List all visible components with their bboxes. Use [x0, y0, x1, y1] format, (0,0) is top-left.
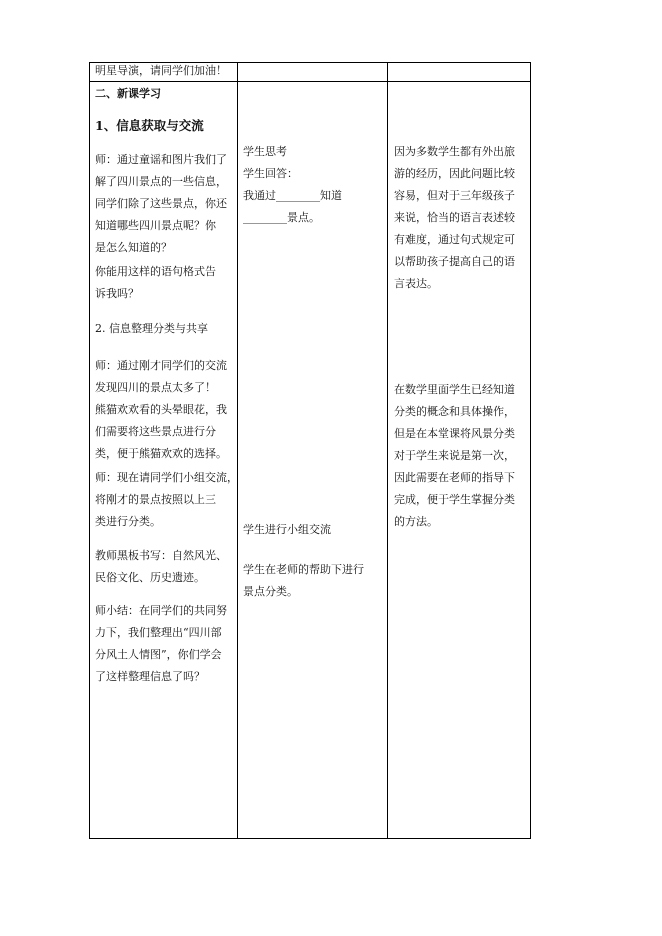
col1-paragraph-3 — [95, 318, 235, 340]
text-line: 你能用这样的语句格式告 — [95, 265, 216, 278]
col1-paragraph-4 — [95, 355, 235, 465]
text-line: 诉我吗？ — [95, 287, 139, 300]
lesson-table — [89, 62, 531, 839]
text-line: 师小结：在同学们的共同努 — [95, 604, 227, 617]
section-heading: 二、新课学习 — [95, 87, 161, 100]
section-subheading: 1、信息获取与交流 — [95, 118, 204, 133]
text-line: 了这样整理信息了吗？ — [95, 670, 205, 683]
text-line: 2. 信息整理分类与共享 — [95, 322, 208, 335]
text-line: 民俗文化、历史遗迹。 — [95, 571, 205, 584]
text-line: 来说，恰当的语言表述较 — [394, 211, 515, 224]
text-line: 力下，我们整理出“四川部 — [95, 626, 222, 639]
text-line: 将刚才的景点按照以上三 — [95, 493, 216, 506]
text-line: 景点分类。 — [243, 585, 298, 598]
col2-paragraph-2 — [243, 519, 383, 541]
text-line: 在数学里面学生已经知道 — [394, 383, 515, 396]
col3-paragraph-2 — [394, 379, 529, 533]
text-line: 学生回答： — [243, 167, 298, 180]
col1-paragraph-7 — [95, 600, 235, 688]
text-line: 发现四川的景点太多了！ — [95, 381, 216, 394]
text-line: 因此需要在老师的指导下 — [394, 471, 515, 484]
text-line: 言表达。 — [394, 277, 438, 290]
text-line: 师：通过童谣和图片我们了 — [95, 153, 227, 166]
text-line: 学生思考 — [243, 145, 287, 158]
text-line: 们需要将这些景点进行分 — [95, 425, 216, 438]
text-line: 知道哪些四川景点呢？你 — [95, 219, 216, 232]
text-line: 教师黑板书写：自然风光、 — [95, 549, 227, 562]
text-line: 熊猫欢欢看的头晕眼花，我 — [95, 403, 227, 416]
col3-paragraph-1 — [394, 141, 529, 295]
text-line: 类，便于熊猫欢欢的选择。 — [95, 447, 227, 460]
text-line: 学生在老师的帮助下进行 — [243, 563, 364, 576]
text-line: 完成，便于学生掌握分类 — [394, 493, 515, 506]
text-line: 对于学生来说是第一次， — [394, 449, 515, 462]
top-row-text: 明星导演，请同学们加油！ — [95, 64, 227, 77]
text-line: ________景点。 — [243, 211, 320, 224]
column-divider-2 — [387, 63, 388, 838]
text-line: 有难度，通过句式规定可 — [394, 233, 515, 246]
text-line: 类进行分类。 — [95, 515, 161, 528]
text-line: 容易，但对于三年级孩子 — [394, 189, 515, 202]
text-line: 同学们除了这些景点，你还 — [95, 197, 227, 210]
col2-paragraph-1 — [243, 141, 383, 229]
text-line: 师：现在请同学们小组交流， — [95, 471, 238, 484]
text-line: 分风土人情图”，你们学会 — [95, 648, 222, 661]
text-line: 学生进行小组交流 — [243, 523, 331, 536]
col2-paragraph-3 — [243, 559, 383, 603]
text-line: 因为多数学生都有外出旅 — [394, 145, 515, 158]
text-line: 分类的概念和具体操作， — [394, 405, 515, 418]
col1-paragraph-5 — [95, 467, 238, 533]
text-line: 以帮助孩子提高自己的语 — [394, 255, 515, 268]
column-divider-1 — [237, 63, 238, 838]
text-line: 游的经历，因此问题比较 — [394, 167, 515, 180]
text-line: 是怎么知道的？ — [95, 241, 172, 254]
col1-paragraph-1 — [95, 149, 235, 259]
text-line: 师：通过刚才同学们的交流 — [95, 359, 227, 372]
text-line: 的方法。 — [394, 515, 438, 528]
col1-paragraph-2 — [95, 261, 235, 305]
text-line: 我通过________知道 — [243, 189, 342, 202]
text-line: 但是在本堂课将风景分类 — [394, 427, 515, 440]
text-line: 解了四川景点的一些信息， — [95, 175, 227, 188]
col1-paragraph-6 — [95, 545, 235, 589]
